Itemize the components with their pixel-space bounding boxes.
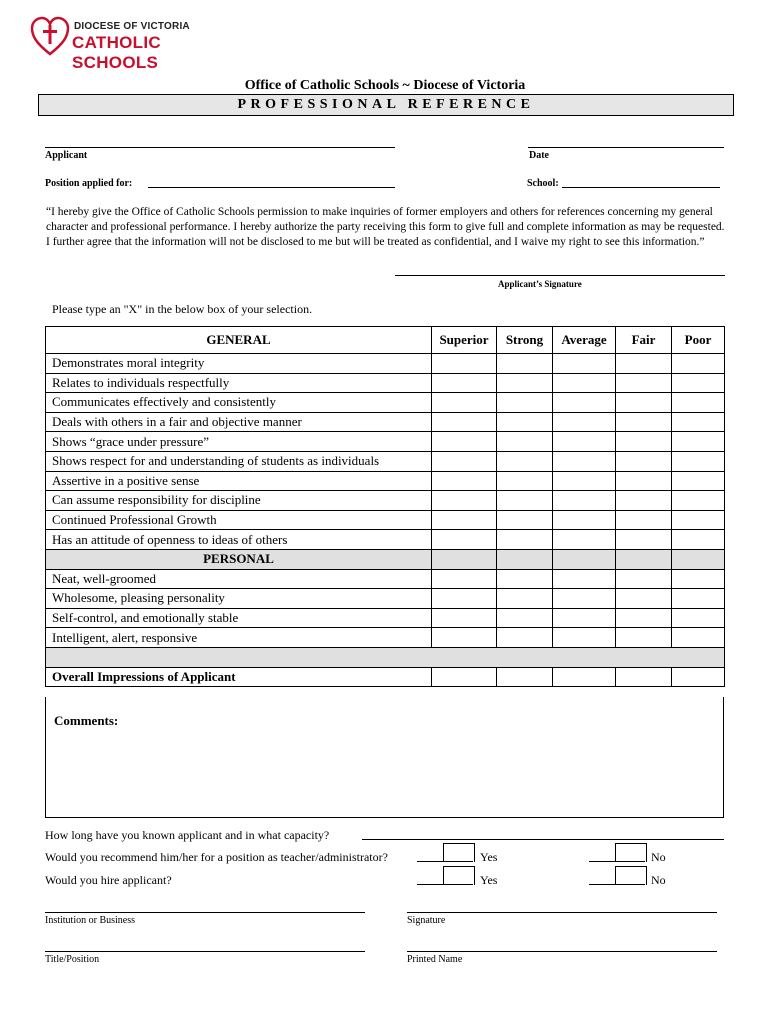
rating-cell[interactable]	[497, 393, 553, 413]
rating-cell[interactable]	[432, 354, 497, 374]
rating-cell[interactable]	[672, 393, 725, 413]
table-row	[46, 412, 725, 432]
table-row	[46, 373, 725, 393]
school-label: School:	[527, 178, 559, 189]
rating-cell[interactable]	[672, 373, 725, 393]
school-line[interactable]	[562, 187, 720, 188]
table-row	[46, 354, 725, 374]
hire-yes-box[interactable]	[443, 866, 475, 885]
rating-cell[interactable]	[672, 628, 725, 648]
rating-cell[interactable]	[497, 569, 553, 589]
criterion-label: Neat, well-groomed	[46, 569, 432, 589]
rating-cell[interactable]	[553, 667, 616, 687]
rating-cell[interactable]	[672, 451, 725, 471]
criterion-label: Self-control, and emotionally stable	[46, 608, 432, 628]
rating-cell[interactable]	[432, 530, 497, 550]
table-row	[46, 628, 725, 648]
comments-box[interactable]	[45, 697, 724, 818]
table-row	[46, 510, 725, 530]
logo-line-2: CATHOLIC SCHOOLS	[72, 33, 161, 72]
table-row	[46, 393, 725, 413]
general-heading: GENERAL	[46, 327, 432, 354]
rating-cell[interactable]	[616, 628, 672, 648]
applicant-signature-line[interactable]	[395, 275, 725, 276]
rating-cell[interactable]	[432, 589, 497, 609]
rating-cell[interactable]	[616, 432, 672, 452]
rating-cell[interactable]	[672, 589, 725, 609]
criterion-label: Shows “grace under pressure”	[46, 432, 432, 452]
criterion-label: Relates to individuals respectfully	[46, 373, 432, 393]
rating-cell[interactable]	[432, 393, 497, 413]
criterion-label: Deals with others in a fair and objective manner	[46, 412, 432, 432]
rating-cell[interactable]	[497, 589, 553, 609]
title-position-line[interactable]	[45, 951, 365, 952]
rating-cell[interactable]	[616, 471, 672, 491]
rating-cell[interactable]	[672, 667, 725, 687]
rating-cell[interactable]	[616, 354, 672, 374]
rating-cell[interactable]	[432, 510, 497, 530]
criterion-label: Shows respect for and understanding of students as individuals	[46, 451, 432, 471]
column-superior: Superior	[432, 327, 497, 354]
page-title: Office of Catholic Schools ~ Diocese of Victoria	[244, 78, 526, 93]
rating-cell[interactable]	[672, 432, 725, 452]
rating-cell[interactable]	[672, 608, 725, 628]
criterion-label: Demonstrates moral integrity	[46, 354, 432, 374]
heart-cross-icon	[30, 16, 70, 58]
personal-heading: PERSONAL	[46, 549, 432, 569]
title-position-label: Title/Position	[45, 954, 100, 965]
criterion-label: Has an attitude of openness to ideas of others	[46, 530, 432, 550]
position-label: Position applied for:	[45, 178, 133, 189]
rating-cell[interactable]	[553, 530, 616, 550]
applicant-signature-label: Applicant’s Signature	[498, 279, 582, 289]
criterion-label: Continued Professional Growth	[46, 510, 432, 530]
rating-cell[interactable]	[432, 432, 497, 452]
table-row	[46, 608, 725, 628]
rating-cell[interactable]	[497, 471, 553, 491]
table-row	[46, 589, 725, 609]
table-row	[46, 432, 725, 452]
rating-cell[interactable]	[616, 608, 672, 628]
institution-label: Institution or Business	[45, 915, 136, 926]
rating-cell[interactable]	[432, 471, 497, 491]
rating-cell[interactable]	[672, 412, 725, 432]
recommend-no-box[interactable]	[615, 843, 647, 862]
rating-cell[interactable]	[497, 432, 553, 452]
criterion-label: Intelligent, alert, responsive	[46, 628, 432, 648]
logo-line-1: DIOCESE OF VICTORIA	[74, 21, 190, 32]
rating-cell[interactable]	[553, 393, 616, 413]
spacer-row	[46, 647, 725, 667]
personal-section-row	[46, 549, 725, 569]
table-row	[46, 530, 725, 550]
table-row	[46, 471, 725, 491]
rating-cell[interactable]	[616, 491, 672, 511]
rating-cell[interactable]	[553, 628, 616, 648]
rating-cell[interactable]	[553, 491, 616, 511]
question-hire: Would you hire applicant?	[45, 873, 172, 887]
rating-cell[interactable]	[553, 589, 616, 609]
applicant-line[interactable]	[45, 147, 395, 148]
recommend-yes-label: Yes	[480, 850, 498, 864]
criterion-label: Communicates effectively and consistently	[46, 393, 432, 413]
criterion-label: Can assume responsibility for discipline	[46, 491, 432, 511]
rating-cell[interactable]	[432, 608, 497, 628]
consent-statement: “I hereby give the Office of Catholic Schools permission to make inquiries of former employers and others for references concerning my general character and professional performance. I hereby authorize the party receiving this form to give full and complete information as may be requested. I further agree that the information will not be disclosed to me but will be treated as confidential, and I waive my right to see this information.”	[46, 206, 725, 248]
overall-row	[46, 667, 725, 687]
hire-yes-label: Yes	[480, 873, 498, 887]
rating-cell[interactable]	[616, 510, 672, 530]
rating-cell[interactable]	[553, 569, 616, 589]
form-banner: PROFESSIONAL REFERENCE	[38, 94, 734, 116]
rating-cell[interactable]	[672, 471, 725, 491]
rating-cell[interactable]	[497, 451, 553, 471]
rating-cell[interactable]	[497, 530, 553, 550]
rating-cell[interactable]	[616, 393, 672, 413]
column-strong: Strong	[497, 327, 553, 354]
rating-cell[interactable]	[497, 354, 553, 374]
rating-cell[interactable]	[497, 608, 553, 628]
printed-name-line[interactable]	[407, 951, 717, 952]
criterion-label: Wholesome, pleasing personality	[46, 589, 432, 609]
hire-no-label: No	[651, 873, 666, 887]
date-line[interactable]	[528, 147, 724, 148]
rating-cell[interactable]	[432, 373, 497, 393]
rating-cell[interactable]	[432, 451, 497, 471]
reference-signature-label: Signature	[407, 915, 446, 926]
rating-cell[interactable]	[616, 530, 672, 550]
recommend-yes-box[interactable]	[443, 843, 475, 862]
rating-cell[interactable]	[553, 510, 616, 530]
reference-signature-line[interactable]	[407, 912, 717, 913]
rating-cell[interactable]	[616, 412, 672, 432]
rating-cell[interactable]	[497, 491, 553, 511]
date-label: Date	[529, 150, 549, 161]
rating-cell[interactable]	[497, 510, 553, 530]
rating-cell[interactable]	[672, 569, 725, 589]
diocese-logo	[30, 16, 250, 72]
rating-cell[interactable]	[553, 412, 616, 432]
rating-cell[interactable]	[497, 412, 553, 432]
rating-cell[interactable]	[432, 667, 497, 687]
known-answer-line[interactable]	[362, 839, 724, 840]
column-average: Average	[553, 327, 616, 354]
rating-cell[interactable]	[553, 354, 616, 374]
rating-cell[interactable]	[553, 373, 616, 393]
rating-cell[interactable]	[616, 569, 672, 589]
rating-cell[interactable]	[616, 451, 672, 471]
table-row	[46, 569, 725, 589]
rating-cell[interactable]	[672, 510, 725, 530]
rating-header-row	[46, 327, 725, 354]
rating-cell[interactable]	[553, 451, 616, 471]
instructions: Please type an "X" in the below box of your selection.	[52, 302, 313, 316]
comments-label: Comments:	[54, 713, 119, 728]
hire-no-box[interactable]	[615, 866, 647, 885]
rating-cell[interactable]	[672, 530, 725, 550]
rating-cell[interactable]	[616, 373, 672, 393]
rating-cell[interactable]	[432, 412, 497, 432]
rating-cell[interactable]	[553, 432, 616, 452]
rating-cell[interactable]	[672, 354, 725, 374]
rating-cell[interactable]	[616, 667, 672, 687]
question-known: How long have you known applicant and in what capacity?	[45, 828, 330, 842]
recommend-no-label: No	[651, 850, 666, 864]
overall-label: Overall Impressions of Applicant	[46, 667, 432, 687]
position-line[interactable]	[148, 187, 395, 188]
rating-cell[interactable]	[616, 589, 672, 609]
institution-line[interactable]	[45, 912, 365, 913]
rating-cell[interactable]	[497, 667, 553, 687]
question-recommend: Would you recommend him/her for a position as teacher/administrator?	[45, 850, 388, 864]
rating-cell[interactable]	[497, 628, 553, 648]
printed-name-label: Printed Name	[407, 954, 463, 965]
rating-cell[interactable]	[553, 608, 616, 628]
rating-table	[45, 326, 725, 687]
table-row	[46, 451, 725, 471]
rating-cell[interactable]	[432, 628, 497, 648]
rating-cell[interactable]	[553, 471, 616, 491]
table-row	[46, 491, 725, 511]
criterion-label: Assertive in a positive sense	[46, 471, 432, 491]
rating-cell[interactable]	[432, 491, 497, 511]
column-fair: Fair	[616, 327, 672, 354]
rating-cell[interactable]	[672, 491, 725, 511]
column-poor: Poor	[672, 327, 725, 354]
applicant-label: Applicant	[45, 150, 88, 161]
rating-cell[interactable]	[432, 569, 497, 589]
rating-cell[interactable]	[497, 373, 553, 393]
